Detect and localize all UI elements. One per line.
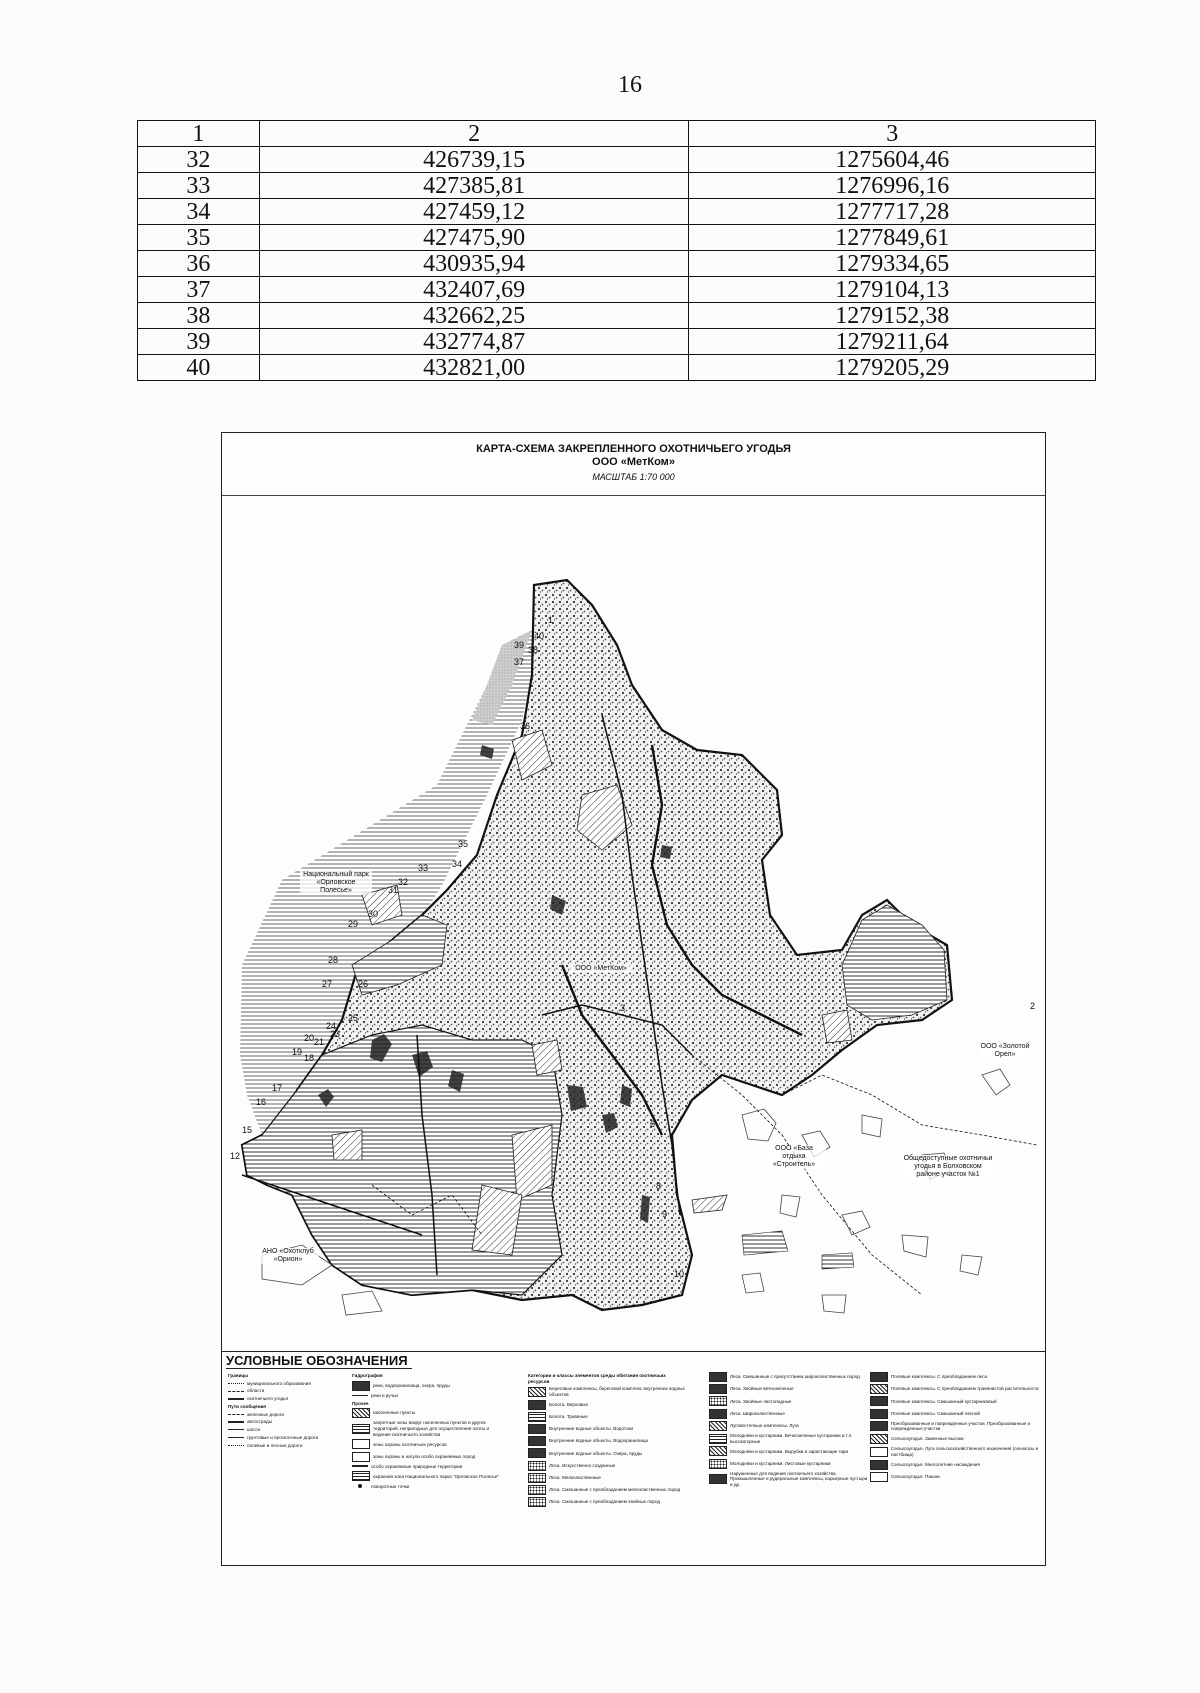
legend-item: Молодняки и кустарники. Вырубки и зарастающие гари <box>709 1446 869 1456</box>
legend-item: Внутренние водные объекты. Водотоки <box>528 1424 688 1434</box>
legend-item: Полевые комплексы. С преобладанием леса <box>870 1372 1040 1382</box>
legend-column-4 <box>709 1372 869 1490</box>
zolotoy-orel-label: ООО «Золотой Орел» <box>980 1043 1030 1058</box>
table-cell: 432774,87 <box>259 329 689 355</box>
page-number: 16 <box>618 72 642 98</box>
legend-item: поворотные точки <box>352 1484 502 1490</box>
table-row <box>138 277 1096 303</box>
legend-hydro-head: Гидрография <box>352 1373 383 1378</box>
table-cell: 40 <box>138 355 260 381</box>
coordinates-table <box>137 120 1096 381</box>
table-cell: 430935,94 <box>259 251 689 277</box>
map-scale: МАСШТАБ 1:70 000 <box>592 472 675 482</box>
legend-item: Леса. Смешанные с присутствием широколиственных пород <box>709 1372 869 1382</box>
legend-item: особо охраняемые природные территории <box>352 1464 502 1470</box>
table-cell: 427475,90 <box>259 225 689 251</box>
table-cell: 32 <box>138 147 260 173</box>
turning-point-label: 40 <box>534 631 545 641</box>
table-header-row <box>138 121 1096 147</box>
legend-item: охотничьего угодья <box>228 1396 358 1402</box>
turning-point-label: 25 <box>348 1013 359 1023</box>
turning-point-label: 15 <box>242 1125 253 1135</box>
table-cell: 2 <box>259 121 689 147</box>
legend-item: муниципального образования <box>228 1381 358 1387</box>
legend-item: Леса. Широколиственные <box>709 1409 869 1419</box>
table-row <box>138 173 1096 199</box>
table-cell: 427459,12 <box>259 199 689 225</box>
turning-point-label: 32 <box>398 877 409 887</box>
legend-item: зоны охраны и нагула особо охраняемых пород <box>352 1452 502 1462</box>
map-legend <box>222 1351 1045 1566</box>
map-header <box>222 433 1045 496</box>
turning-point-label: 37 <box>514 657 525 667</box>
table-cell: 33 <box>138 173 260 199</box>
legend-item: охранная зона Национального парка "Орловское Полесье" <box>352 1471 502 1481</box>
legend-column-2 <box>352 1372 502 1491</box>
legend-roads-head: Пути сообщения <box>228 1403 266 1409</box>
turning-point-label: 36 <box>520 721 531 731</box>
legend-item: Леса. Смешанные с преобладанием мелколиственных пород <box>528 1485 688 1495</box>
table-cell: 39 <box>138 329 260 355</box>
legend-item: Береговые комплексы, береговой комплекс внутренних водных объектов <box>528 1386 688 1397</box>
turning-point-label: 24 <box>326 1021 337 1031</box>
turning-point-label: 6 <box>650 1119 656 1129</box>
turning-point-label: 3 <box>620 1003 626 1013</box>
table-cell: 1279334,65 <box>689 251 1096 277</box>
map-title: КАРТА-СХЕМА ЗАКРЕПЛЕННОГО ОХОТНИЧЬЕГО УГОДЬЯ <box>476 443 791 455</box>
turning-point-label: 26 <box>358 979 369 989</box>
turning-point-label: 23 <box>330 1029 341 1039</box>
table-row <box>138 199 1096 225</box>
table-row <box>138 147 1096 173</box>
turning-point-label: 39 <box>514 640 525 650</box>
legend-item: Леса. Хвойные вечнозеленые <box>709 1384 869 1394</box>
legend-item: Болота. Травяные <box>528 1412 688 1422</box>
legend-item: Леса. Хвойные листопадные <box>709 1396 869 1406</box>
table-cell: 1 <box>138 121 260 147</box>
legend-item: Сельхозугодья. Пашни <box>870 1472 1040 1482</box>
turning-point-label: 10 <box>674 1269 685 1279</box>
table-row <box>138 303 1096 329</box>
legend-categories-head: Категории и классы элементов среды обитания охотничьих ресурсов <box>528 1373 666 1384</box>
legend-item: населенные пункты <box>352 1408 502 1418</box>
turning-point-label: 38 <box>528 645 539 655</box>
table-cell: 1279205,29 <box>689 355 1096 381</box>
table-cell: 37 <box>138 277 260 303</box>
ano-orion-label: АНО «Охотклуб «Орион» <box>257 1248 319 1264</box>
legend-item: Леса. Искусственно созданные <box>528 1461 688 1471</box>
legend-item: запретные зоны вокруг населенных пунктов и других территорий, непригодные для осуществления охоты и ведения охотничьего хозяйства <box>352 1420 502 1437</box>
legend-item: железные дороги <box>228 1412 358 1418</box>
turning-point-label: 21 <box>314 1037 325 1047</box>
legend-item: Полевые комплексы. Смешанный кустарниковый <box>870 1396 1040 1406</box>
legend-item: Внутренние водные объекты. Озера, пруды <box>528 1448 688 1458</box>
turning-point-label: 8 <box>656 1181 662 1191</box>
legend-item: Сельхозугодья. Луга сельскохозяйственного назначения (сенокосы и пастбища) <box>870 1446 1040 1457</box>
turning-point-label: 20 <box>304 1033 315 1043</box>
hunting-ground-map <box>222 495 1045 1351</box>
legend-item: Сельхозугодья. Многолетние насаждения <box>870 1460 1040 1470</box>
national-park-label: Национальный парк «Орловское Полесье» <box>300 871 372 895</box>
table-cell: 1275604,46 <box>689 147 1096 173</box>
table-row <box>138 355 1096 381</box>
metkom-label: ООО «МетКом» <box>570 965 632 973</box>
legend-item: полевые и лесные дороги <box>228 1443 358 1449</box>
legend-column-3 <box>528 1372 688 1509</box>
legend-item: автострады <box>228 1419 358 1425</box>
table-cell: 427385,81 <box>259 173 689 199</box>
map-subtitle: ООО «МетКом» <box>592 456 675 468</box>
turning-point-label: 12 <box>230 1151 241 1161</box>
turning-point-label: 27 <box>322 979 333 989</box>
legend-item: грунтовые и проселочные дороги <box>228 1435 358 1441</box>
legend-item: Болота. Верховые <box>528 1400 688 1410</box>
table-row <box>138 251 1096 277</box>
legend-item: шоссе <box>228 1427 358 1433</box>
table-cell: 36 <box>138 251 260 277</box>
table-cell: 1277717,28 <box>689 199 1096 225</box>
legend-title: УСЛОВНЫЕ ОБОЗНАЧЕНИЯ <box>226 1353 412 1369</box>
turning-point-label: 1 <box>548 615 554 625</box>
table-cell: 432821,00 <box>259 355 689 381</box>
turning-point-label: 31 <box>388 885 399 895</box>
baza-stroitel-label: ООО «База отдыха «Строитель» <box>762 1145 826 1169</box>
map-frame <box>221 432 1046 1566</box>
table-cell: 1276996,16 <box>689 173 1096 199</box>
table-cell: 34 <box>138 199 260 225</box>
legend-column-1 <box>228 1372 358 1450</box>
legend-item: Полевые комплексы. Смешанный лесной <box>870 1409 1040 1419</box>
legend-column-5 <box>870 1372 1040 1484</box>
legend-item: Леса. Смешанные с преобладанием хвойных пород <box>528 1497 688 1507</box>
turning-point-label: 9 <box>662 1209 668 1219</box>
legend-item: зоны охраны охотничьих ресурсов <box>352 1439 502 1449</box>
legend-item: Сельхозугодья. Заменные высоки <box>870 1434 1040 1444</box>
legend-item: Молодняки и кустарники. Листовые кустарники <box>709 1459 869 1469</box>
table-cell: 1279152,38 <box>689 303 1096 329</box>
table-row <box>138 329 1096 355</box>
legend-item: области <box>228 1388 358 1394</box>
turning-point-label: 18 <box>304 1053 315 1063</box>
legend-item: реки, водохранилища, озера, пруды <box>352 1381 502 1391</box>
table-cell: 1277849,61 <box>689 225 1096 251</box>
legend-item: Преобразованные и поврежденные участки. Преобразованные и поврежденные участки <box>870 1421 1040 1432</box>
table-cell: 432407,69 <box>259 277 689 303</box>
legend-item: реки и ручьи <box>352 1393 502 1399</box>
table-cell: 38 <box>138 303 260 329</box>
turning-point-label: 30 <box>368 909 379 919</box>
table-cell: 3 <box>689 121 1096 147</box>
public-lands-label: Общедоступные охотничьи угодья в Болховском районе участок №1 <box>903 1155 993 1178</box>
table-cell: 432662,25 <box>259 303 689 329</box>
turning-point-label: 2 <box>1030 1001 1036 1011</box>
turning-point-label: 19 <box>292 1047 303 1057</box>
table-cell: 1279211,64 <box>689 329 1096 355</box>
turning-point-label: 16 <box>256 1097 267 1107</box>
legend-item: Молодняки и кустарники. Вечнозеленые кустарники и т.п. высокогорные <box>709 1433 869 1444</box>
turning-point-label: 29 <box>348 919 359 929</box>
legend-item: Луговостепные комплексы. Луга <box>709 1421 869 1431</box>
legend-borders-head: Границы <box>228 1373 249 1378</box>
table-row <box>138 225 1096 251</box>
table-cell: 1279104,13 <box>689 277 1096 303</box>
table-cell: 426739,15 <box>259 147 689 173</box>
turning-point-label: 28 <box>328 955 339 965</box>
legend-other-head: Прочее <box>352 1400 369 1406</box>
turning-point-label: 34 <box>452 859 463 869</box>
legend-item: Внутренние водные объекты. Водохранилища <box>528 1436 688 1446</box>
turning-point-label: 35 <box>458 839 469 849</box>
turning-point-label: 17 <box>272 1083 283 1093</box>
table-cell: 35 <box>138 225 260 251</box>
legend-item: Полевые комплексы. С преобладанием травянистой растительности <box>870 1384 1040 1394</box>
legend-item: Леса. Мелколиственные <box>528 1473 688 1483</box>
turning-point-label: 33 <box>418 863 429 873</box>
legend-item: Нарушенные для ведения охотничьего хозяйства. Промышленные и рудеральные комплексы, карьерные пустыри и др. <box>709 1471 869 1488</box>
